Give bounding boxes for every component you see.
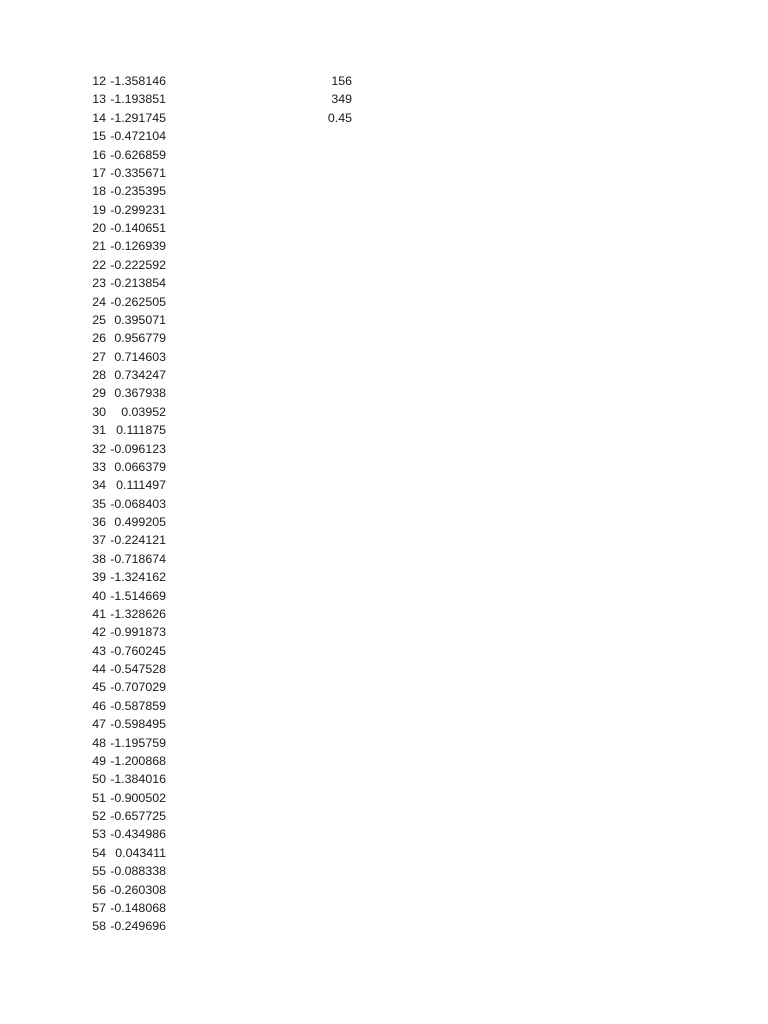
value-cell: -0.262505 xyxy=(110,294,166,309)
value-cell: -0.587859 xyxy=(110,698,166,713)
value-cell: -0.718674 xyxy=(110,551,166,566)
data-table xyxy=(84,72,364,936)
table-row xyxy=(84,109,364,127)
value-cell: -1.358146 xyxy=(110,74,166,88)
side-value-cell: 0.45 xyxy=(327,110,352,125)
row-index-cell: 37 xyxy=(92,533,106,548)
table-row xyxy=(84,881,364,899)
row-index-cell: 19 xyxy=(92,202,106,217)
row-index-cell: 34 xyxy=(92,478,106,493)
row-index-cell: 38 xyxy=(92,551,106,566)
row-index-cell: 54 xyxy=(92,845,106,860)
value-cell: 0.734247 xyxy=(114,368,166,382)
value-cell: 0.714603 xyxy=(114,349,166,364)
row-index-cell: 20 xyxy=(92,221,106,235)
value-cell: 0.367938 xyxy=(114,386,166,401)
row-index-cell: 17 xyxy=(92,165,106,180)
table-row xyxy=(84,642,364,660)
value-cell: -0.434986 xyxy=(110,827,166,842)
table-row xyxy=(84,605,364,623)
value-cell: -1.384016 xyxy=(110,772,166,787)
value-cell: -0.235395 xyxy=(110,184,166,199)
row-index-cell: 23 xyxy=(92,276,106,291)
row-index-cell: 13 xyxy=(92,92,106,107)
table-row xyxy=(84,329,364,347)
row-index-cell: 48 xyxy=(92,735,106,750)
value-cell: -0.547528 xyxy=(110,662,166,676)
table-row xyxy=(84,862,364,880)
value-cell: -0.088338 xyxy=(110,864,166,879)
value-cell: 0.395071 xyxy=(114,312,166,327)
row-index-cell: 16 xyxy=(92,147,106,162)
row-index-cell: 28 xyxy=(92,368,106,382)
table-row xyxy=(84,550,364,568)
table-row xyxy=(84,348,364,366)
value-cell: 0.956779 xyxy=(114,331,166,346)
table-row xyxy=(84,311,364,329)
value-cell: -0.213854 xyxy=(110,276,166,291)
value-cell: -0.299231 xyxy=(110,202,166,217)
value-cell: -0.657725 xyxy=(110,809,166,823)
row-index-cell: 55 xyxy=(92,864,106,879)
row-index-cell: 49 xyxy=(92,753,106,768)
value-cell: -0.472104 xyxy=(110,129,166,144)
row-index-cell: 14 xyxy=(92,110,106,125)
value-cell: -1.514669 xyxy=(110,588,166,603)
row-index-cell: 57 xyxy=(92,900,106,915)
table-row xyxy=(84,531,364,549)
table-row xyxy=(84,752,364,770)
table-row xyxy=(84,587,364,605)
row-index-cell: 31 xyxy=(92,423,106,438)
table-row xyxy=(84,293,364,311)
table-row xyxy=(84,164,364,182)
table-row xyxy=(84,440,364,458)
table-row xyxy=(84,256,364,274)
value-cell: -0.249696 xyxy=(110,919,166,934)
row-index-cell: 40 xyxy=(92,588,106,603)
row-index-cell: 33 xyxy=(92,459,106,474)
table-row xyxy=(84,274,364,292)
row-index-cell: 50 xyxy=(92,772,106,787)
row-index-cell: 12 xyxy=(92,74,106,88)
table-row xyxy=(84,697,364,715)
table-row xyxy=(84,660,364,678)
table-row xyxy=(84,182,364,200)
table-row xyxy=(84,495,364,513)
table-row xyxy=(84,623,364,641)
value-cell: -0.598495 xyxy=(110,717,166,732)
table-row xyxy=(84,678,364,696)
row-index-cell: 26 xyxy=(92,331,106,346)
table-row xyxy=(84,825,364,843)
table-row xyxy=(84,90,364,108)
table-row xyxy=(84,715,364,733)
value-cell: 0.043411 xyxy=(115,845,166,860)
value-cell: 0.499205 xyxy=(114,515,166,529)
table-row xyxy=(84,917,364,935)
table-row xyxy=(84,146,364,164)
row-index-cell: 21 xyxy=(92,239,106,254)
row-index-cell: 46 xyxy=(92,698,106,713)
row-index-cell: 24 xyxy=(92,294,106,309)
value-cell: -0.224121 xyxy=(110,533,166,548)
row-index-cell: 27 xyxy=(92,349,106,364)
row-index-cell: 53 xyxy=(92,827,106,842)
value-cell: -1.193851 xyxy=(110,92,166,107)
value-cell: -0.900502 xyxy=(110,790,166,805)
value-cell: -0.140651 xyxy=(110,221,166,235)
table-row xyxy=(84,219,364,237)
value-cell: -1.195759 xyxy=(110,735,166,750)
table-row xyxy=(84,127,364,145)
value-cell: -0.626859 xyxy=(110,147,166,162)
value-cell: 0.111875 xyxy=(116,423,166,438)
table-row xyxy=(84,789,364,807)
value-cell: 0.111497 xyxy=(116,478,166,493)
value-cell: 0.03952 xyxy=(121,404,166,419)
row-index-cell: 47 xyxy=(92,717,106,732)
table-row xyxy=(84,770,364,788)
row-index-cell: 52 xyxy=(92,809,106,823)
table-row xyxy=(84,476,364,494)
side-value-cell: 349 xyxy=(331,92,352,107)
row-index-cell: 25 xyxy=(92,312,106,327)
value-cell: -0.760245 xyxy=(110,643,166,658)
table-row xyxy=(84,513,364,531)
table-row xyxy=(84,899,364,917)
row-index-cell: 32 xyxy=(92,441,106,456)
value-cell: -0.222592 xyxy=(110,257,166,272)
row-index-cell: 18 xyxy=(92,184,106,199)
row-index-cell: 42 xyxy=(92,625,106,640)
value-cell: -0.068403 xyxy=(110,496,166,511)
row-index-cell: 15 xyxy=(92,129,106,144)
row-index-cell: 43 xyxy=(92,643,106,658)
row-index-cell: 29 xyxy=(92,386,106,401)
value-cell: 0.066379 xyxy=(114,459,166,474)
table-row xyxy=(84,844,364,862)
value-cell: -0.126939 xyxy=(110,239,166,254)
table-row xyxy=(84,237,364,255)
row-index-cell: 56 xyxy=(92,882,106,897)
value-cell: -0.335671 xyxy=(110,165,166,180)
row-index-cell: 36 xyxy=(92,515,106,529)
row-index-cell: 41 xyxy=(92,606,106,621)
row-index-cell: 39 xyxy=(92,570,106,585)
value-cell: -0.148068 xyxy=(110,900,166,915)
value-cell: -1.328626 xyxy=(110,606,166,621)
table-row xyxy=(84,734,364,752)
row-index-cell: 30 xyxy=(92,404,106,419)
row-index-cell: 58 xyxy=(92,919,106,934)
table-row xyxy=(84,421,364,439)
table-row xyxy=(84,458,364,476)
table-row xyxy=(84,366,364,384)
value-cell: -1.324162 xyxy=(110,570,166,585)
value-cell: -0.260308 xyxy=(110,882,166,897)
row-index-cell: 35 xyxy=(92,496,106,511)
value-cell: -0.096123 xyxy=(110,441,166,456)
table-row xyxy=(84,201,364,219)
value-cell: -0.707029 xyxy=(110,680,166,695)
side-value-cell: 156 xyxy=(331,74,352,88)
table-row xyxy=(84,403,364,421)
row-index-cell: 22 xyxy=(92,257,106,272)
row-index-cell: 45 xyxy=(92,680,106,695)
table-row xyxy=(84,72,364,90)
row-index-cell: 44 xyxy=(92,662,106,676)
row-index-cell: 51 xyxy=(92,790,106,805)
value-cell: -1.200868 xyxy=(110,753,166,768)
table-row xyxy=(84,384,364,402)
value-cell: -0.991873 xyxy=(110,625,166,640)
value-cell: -1.291745 xyxy=(110,110,166,125)
table-row xyxy=(84,807,364,825)
table-row xyxy=(84,568,364,586)
